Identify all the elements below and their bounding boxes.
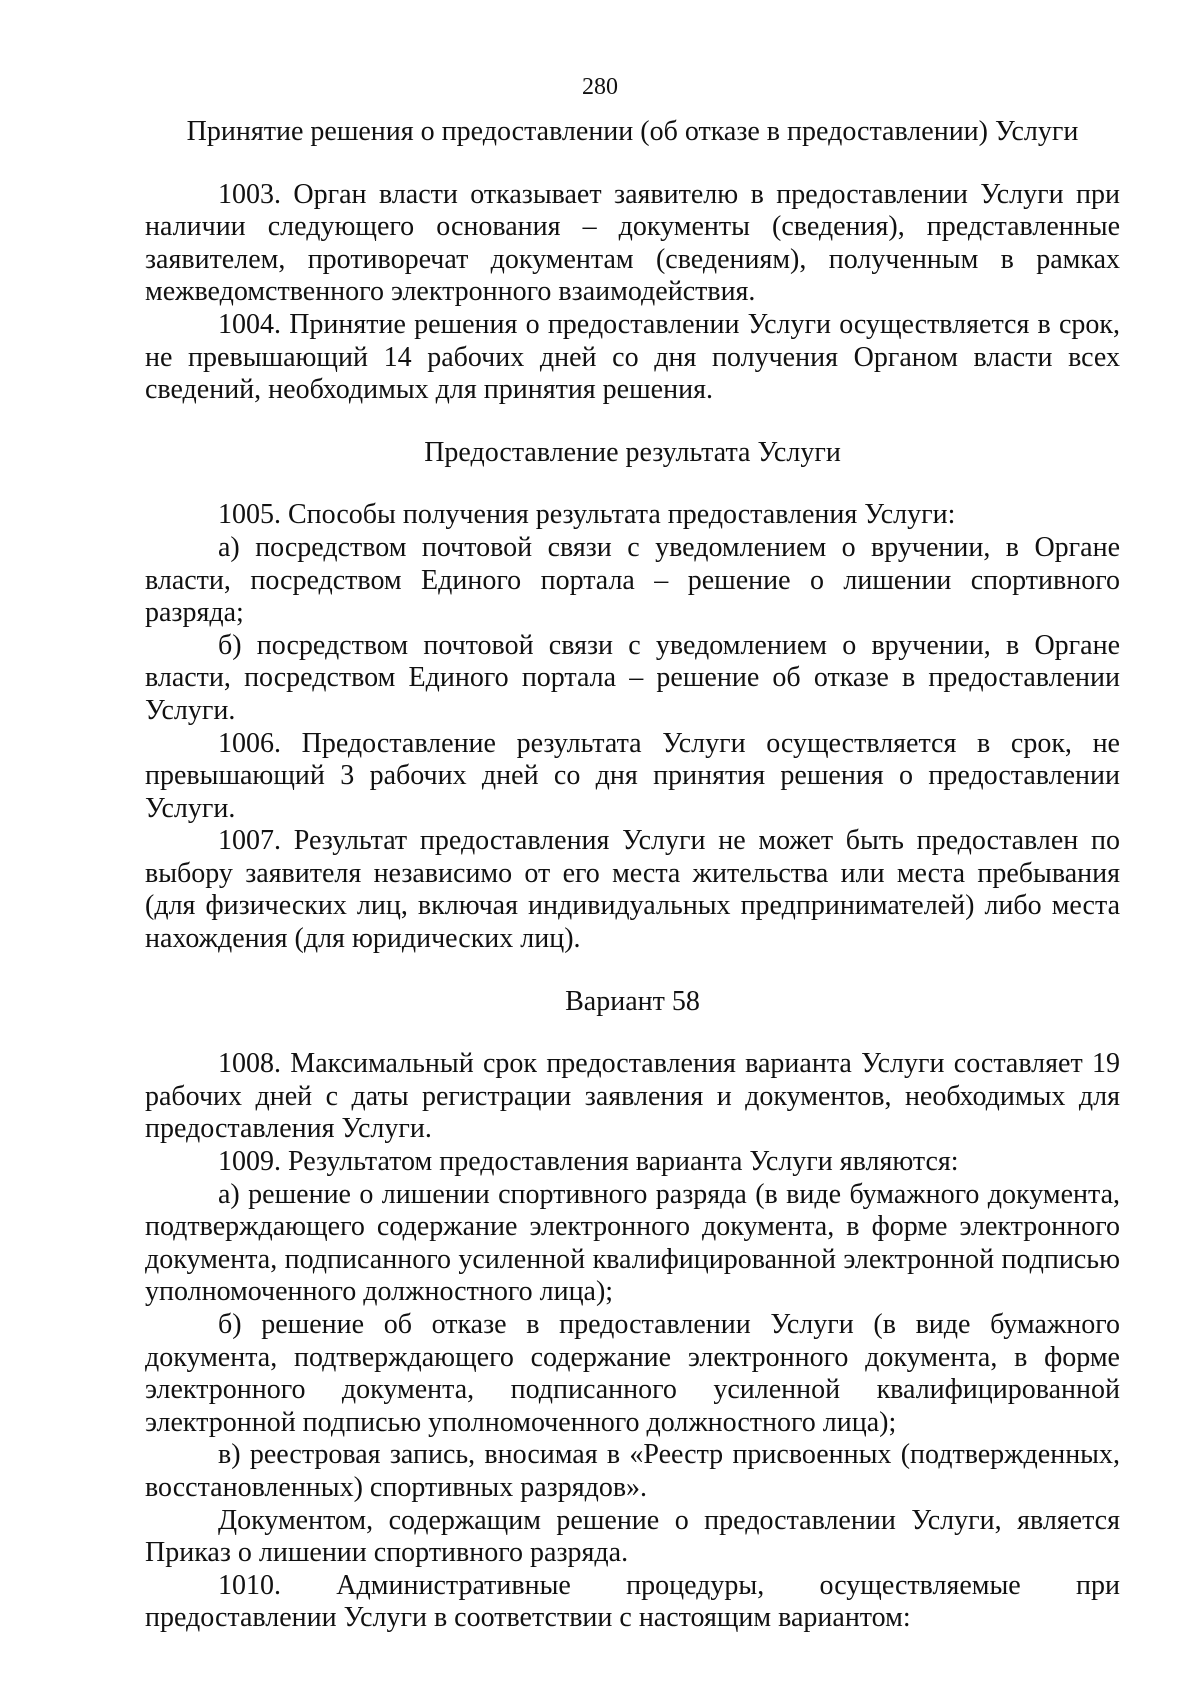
paragraph-1003: 1003. Орган власти отказывает заявителю в предоставлении Услуги при наличии следующего основания – документы (сведения), представленные заявителем, противоречат документам (сведениям), полученным в рамках межведомственного электронного взаимодействия. [145, 178, 1120, 308]
paragraph-1009: 1009. Результатом предоставления варианта Услуги являются: [218, 1146, 959, 1178]
paragraph-1005-a: а) посредством почтовой связи с уведомлением о вручении, в Органе власти, посредством Единого портала – решение о лишении спортивного разряда; [145, 531, 1120, 629]
paragraph-1010: 1010. Административные процедуры, осуществляемые при предоставлении Услуги в соответствии с настоящим вариантом: [145, 1569, 1120, 1634]
section-heading-result: Предоставление результата Услуги [424, 436, 841, 468]
paragraph-1004: 1004. Принятие решения о предоставлении Услуги осуществляется в срок, не превышающий 14 рабочих дней со дня получения Органом власти всех сведений, необходимых для принятия решения. [145, 308, 1120, 406]
paragraph-1009-c: в) реестровая запись, вносимая в «Реестр присвоенных (подтвержденных, восстановленных) спортивных разрядов». [145, 1439, 1120, 1503]
paragraph-1009-a: а) решение о лишении спортивного разряда (в виде бумажного документа, подтверждающего содержание электронного документа, в форме электронного документа, подписанного усиленной квалифицированной электронной подписью уполномоченного должностного лица); [145, 1178, 1120, 1308]
paragraph-1009-b: б) решение об отказе в предоставлении Услуги (в виде бумажного документа, подтверждающего содержание электронного документа, в форме электронного документа, подписанного усиленной квалифицированной электронной подписью уполномоченного должностного лица); [145, 1309, 1120, 1438]
paragraph-document: Документом, содержащим решение о предоставлении Услуги, является Приказ о лишении спортивного разряда. [145, 1504, 1120, 1569]
paragraph-1007: 1007. Результат предоставления Услуги не может быть предоставлен по выбору заявителя независимо от его места жительства или места пребывания (для физических лиц, включая индивидуальных предпринимателей) либо места нахождения (для юридических лиц). [145, 825, 1120, 955]
section-heading-decision: Принятие решения о предоставлении (об отказе в предоставлении) Услуги [186, 116, 1079, 147]
paragraph-1008: 1008. Максимальный срок предоставления варианта Услуги составляет 19 рабочих дней с даты регистрации заявления и документов, необходимых для предоставления Услуги. [145, 1048, 1120, 1145]
document-body [145, 116, 1120, 1635]
section-heading-variant: Вариант 58 [565, 985, 700, 1017]
page-number: 280 [582, 74, 618, 100]
paragraph-1005-b: б) посредством почтовой связи с уведомлением о вручении, в Органе власти, посредством Единого портала – решение об отказе в предоставлении Услуги. [145, 629, 1120, 726]
paragraph-1006: 1006. Предоставление результата Услуги осуществляется в срок, не превышающий 3 рабочих дней со дня принятия решения о предоставлении Услуги. [145, 727, 1120, 824]
paragraph-1005: 1005. Способы получения результата предоставления Услуги: [218, 499, 956, 531]
